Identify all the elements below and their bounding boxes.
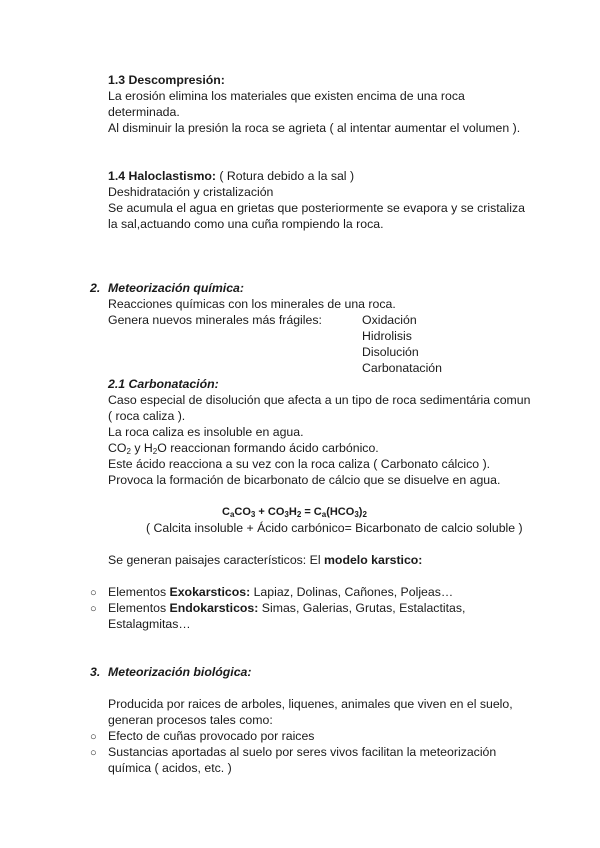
formula-sub: a bbox=[321, 510, 327, 519]
section-2-1-title: 2.1 Carbonatación: bbox=[108, 377, 219, 391]
reaction-text: O reaccionan formando ácido carbónico. bbox=[157, 441, 379, 455]
formula-part: ) bbox=[358, 506, 363, 518]
section-1-4-line: Se acumula el agua en grietas que posteriormente se evapora y se cristaliza bbox=[108, 201, 525, 215]
list-item-bold: Endokarsticos: bbox=[169, 601, 259, 615]
modelo-karstico: modelo karstico: bbox=[324, 553, 423, 567]
bullet-icon: ○ bbox=[90, 731, 97, 743]
section-1-3-title: 1.3 Descompresión: bbox=[108, 73, 225, 87]
formula-part: + CO bbox=[255, 506, 285, 518]
section-2-line: Genera nuevos minerales más frágiles: bbox=[108, 313, 322, 327]
section-1-4-heading bbox=[108, 168, 354, 184]
formula-sub: 2 bbox=[296, 510, 302, 519]
formula-part: (HCO bbox=[326, 506, 355, 518]
list-item-cunas: Efecto de cuñas provocado por raices bbox=[108, 729, 315, 743]
section-2-1-line: Caso especial de disolución que afecta a un tipo de roca sedimentária comun bbox=[108, 393, 531, 407]
section-1-3-line: La erosión elimina los materiales que existen encima de una roca bbox=[108, 89, 465, 103]
list-item-endokarsticos bbox=[108, 600, 465, 616]
formula-sub: 3 bbox=[250, 510, 256, 519]
list-item-sustancias: Sustancias aportadas al suelo por seres vivos facilitan la meteorización bbox=[108, 745, 497, 759]
formula-sub: 2 bbox=[362, 510, 367, 519]
section-1-4-note: ( Rotura debido a la sal ) bbox=[215, 169, 355, 183]
paisajes-line bbox=[108, 552, 422, 568]
chemical-formula bbox=[222, 504, 367, 520]
list-item-text: Elementos bbox=[108, 601, 170, 615]
co2-text: CO bbox=[108, 441, 127, 455]
formula-part: = C bbox=[301, 506, 322, 518]
section-2-line: Reacciones químicas con los minerales de una roca. bbox=[108, 297, 396, 311]
process-item-disolucion: Disolución bbox=[362, 345, 419, 359]
list-item-text: Simas, Galerias, Grutas, Estalactitas, bbox=[258, 601, 466, 615]
process-item-carbonatacion: Carbonatación bbox=[362, 361, 442, 375]
section-1-3-line: determinada. bbox=[108, 105, 180, 119]
h2o-text: y H bbox=[130, 441, 153, 455]
section-2-1-line: Este ácido reacciona a su vez con la roca caliza ( Carbonato cálcico ). bbox=[108, 457, 491, 471]
process-item-oxidacion: Oxidación bbox=[362, 313, 417, 327]
section-2-1-line: La roca caliza es insoluble en agua. bbox=[108, 425, 304, 439]
section-3-title: Meteorización biológica: bbox=[108, 665, 252, 679]
list-item-text: Elementos bbox=[108, 585, 170, 599]
list-item-text: Lapiaz, Dolinas, Cañones, Poljeas… bbox=[250, 585, 454, 599]
co2-subscript: 2 bbox=[126, 447, 131, 456]
section-2-1-line: ( roca caliza ). bbox=[108, 409, 186, 423]
bullet-icon: ○ bbox=[90, 587, 97, 599]
formula-part: CO bbox=[234, 506, 251, 518]
list-item-continuation: química ( acidos, etc. ) bbox=[108, 761, 232, 775]
formula-part: C bbox=[222, 506, 230, 518]
section-2-number: 2. bbox=[90, 281, 101, 295]
formula-sub: a bbox=[229, 510, 235, 519]
list-item-continuation: Estalagmitas… bbox=[108, 617, 191, 631]
section-2-title: Meteorización química: bbox=[108, 281, 244, 295]
bullet-icon: ○ bbox=[90, 603, 97, 615]
formula-sub: 3 bbox=[354, 510, 359, 519]
h2o-subscript: 2 bbox=[152, 447, 158, 456]
section-2-1-co2-line bbox=[108, 440, 379, 456]
bullet-icon: ○ bbox=[90, 747, 97, 759]
section-3-number: 3. bbox=[90, 665, 101, 679]
paisajes-text: Se generan paisajes característicos: El bbox=[108, 553, 324, 567]
list-item-bold: Exokarsticos: bbox=[169, 585, 251, 599]
formula-part: H bbox=[288, 506, 297, 518]
section-2-1-line: Provoca la formación de bicarbonato de cálcio que se disuelve en agua. bbox=[108, 473, 501, 487]
section-1-4-line: la sal,actuando como una cuña rompiendo la roca. bbox=[108, 217, 384, 231]
formula-sub: 3 bbox=[284, 510, 289, 519]
section-3-line: generan procesos tales como: bbox=[108, 713, 273, 727]
list-item-exokarsticos bbox=[108, 584, 453, 600]
section-1-4-line: Deshidratación y cristalización bbox=[108, 185, 274, 199]
section-3-line: Producida por raices de arboles, liquenes, animales que viven en el suelo, bbox=[108, 697, 513, 711]
section-1-4-title: 1.4 Haloclastismo: bbox=[108, 169, 216, 183]
section-1-3-line: Al disminuir la presión la roca se agrieta ( al intentar aumentar el volumen ). bbox=[108, 121, 521, 135]
formula-note: ( Calcita insoluble + Ácido carbónico= Bicarbonato de calcio soluble ) bbox=[146, 521, 523, 535]
process-item-hidrolisis: Hidrolisis bbox=[362, 329, 412, 343]
